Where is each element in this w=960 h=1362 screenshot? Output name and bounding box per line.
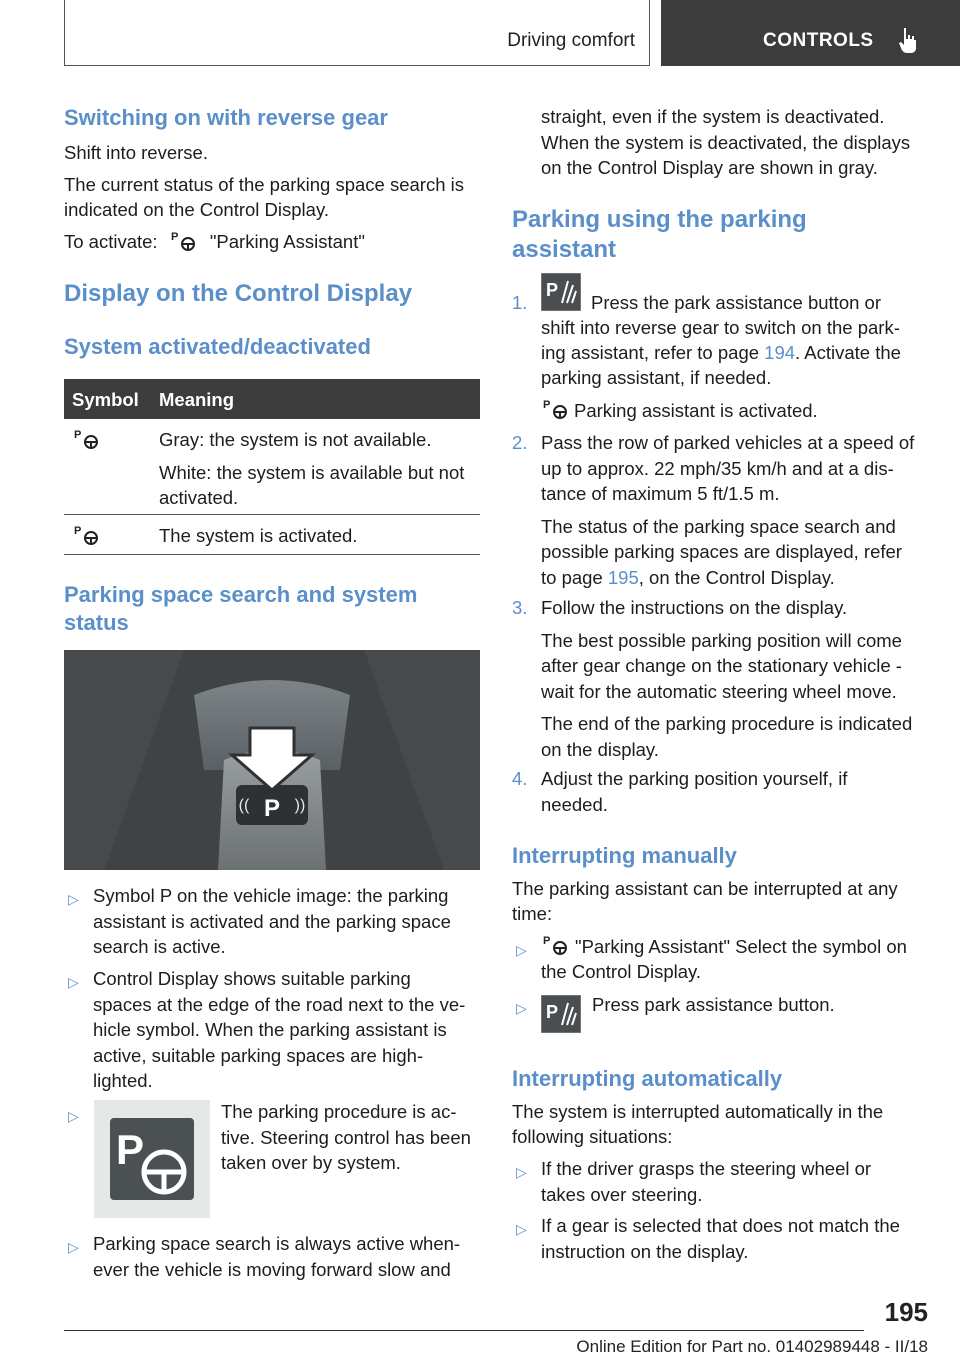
- step-text: to page: [541, 566, 608, 588]
- bullet-text: Control Display shows suitable parking: [93, 968, 411, 989]
- step-text-with-link: [541, 340, 901, 366]
- svg-text:((: ((: [238, 797, 250, 814]
- bullet-text: takes over steering.: [541, 1183, 703, 1205]
- body-text: following situations:: [512, 1126, 673, 1147]
- step-text: Adjust the parking position yourself, if: [541, 768, 848, 789]
- step-text: needed.: [541, 793, 608, 815]
- heading-search-status-2: status: [64, 610, 129, 635]
- heading-system-activated: System activated/deactivated: [64, 334, 371, 359]
- text-activate-label: "Parking Assistant": [209, 231, 365, 252]
- heading-parking-2: assistant: [512, 236, 617, 263]
- heading-interrupt-auto: Interrupting automatically: [512, 1066, 783, 1091]
- parking-display-image: [64, 650, 480, 870]
- step-text: The best possible parking position will come: [541, 629, 902, 651]
- step-text: The end of the parking procedure is indicated: [541, 713, 913, 734]
- bullet-icon: ▷: [68, 1239, 79, 1255]
- bullet-icon: ▷: [516, 1221, 527, 1237]
- bullet-auto-2: [541, 1213, 900, 1264]
- svg-text:P: P: [543, 935, 551, 947]
- bullet-text: search is active.: [93, 936, 226, 957]
- parking-assistant-active-icon: [72, 523, 102, 547]
- step-text: on the display.: [541, 738, 659, 760]
- step-2: [541, 430, 914, 590]
- bullet-text: "Parking Assistant" Select the symbol on: [575, 936, 907, 957]
- table-row: [64, 419, 480, 515]
- step-text: , on the Control Display.: [638, 566, 835, 588]
- symbol-table: [64, 379, 480, 555]
- parking-assistant-icon: [541, 933, 571, 957]
- text-shift: Shift into reverse.: [64, 142, 208, 163]
- bullet-text: Press park assistance button.: [592, 994, 835, 1015]
- parking-procedure-icon: [94, 1100, 210, 1218]
- bullet-text: lighted.: [93, 1070, 153, 1091]
- parking-assistant-active-icon: [541, 397, 571, 421]
- bullet-text: Symbol P on the vehicle image: the parking: [93, 885, 449, 906]
- bullet-icon: ▷: [68, 1108, 79, 1124]
- heading-reverse-gear: Switching on with reverse gear: [64, 105, 388, 130]
- heading-interrupt-manual: Interrupting manually: [512, 843, 737, 868]
- bullet-text: assistant is activated and the parking space: [93, 910, 451, 932]
- section-title: Driving comfort: [507, 30, 635, 51]
- table-cell-meaning: The system is activated.: [159, 525, 358, 546]
- body-text: time:: [512, 903, 553, 924]
- bullet-icon: ▷: [68, 974, 79, 990]
- page-number: 195: [884, 1297, 928, 1327]
- step-text: shift into reverse gear to switch on the park-: [541, 317, 900, 338]
- step-number: 4.: [512, 768, 528, 789]
- bullet-text: If the driver grasps the steering wheel or: [541, 1158, 872, 1179]
- svg-text:P: P: [116, 1126, 145, 1173]
- parking-assistant-icon: [72, 427, 102, 451]
- hand-pointer-icon: [897, 26, 919, 54]
- bullet-symbol-p: [93, 883, 451, 960]
- svg-text:P: P: [74, 525, 82, 537]
- svg-text:P: P: [543, 399, 551, 411]
- svg-text:P: P: [546, 1002, 559, 1022]
- park-assist-button-icon: [541, 995, 581, 1033]
- step-text: parking assistant, if needed.: [541, 367, 772, 388]
- step-text: tance of maximum 5 ft/1.5 m.: [541, 483, 780, 504]
- edition-footer: Online Edition for Part no. 01402989448 - II/18: [576, 1337, 928, 1356]
- text-status-2: indicated on the Control Display.: [64, 199, 329, 220]
- bullet-text: ever the vehicle is moving forward slow and: [93, 1258, 451, 1280]
- step-text: . Activate the: [795, 342, 901, 363]
- step-text: possible parking spaces are displayed, refer: [541, 541, 902, 562]
- svg-text:P: P: [74, 429, 82, 441]
- bullet-procedure-active: [221, 1099, 481, 1176]
- svg-text:)): )): [294, 797, 306, 814]
- bullet-text: the Control Display.: [541, 961, 702, 982]
- step-text: The status of the parking space search and: [541, 515, 896, 537]
- bullet-icon: ▷: [516, 1164, 527, 1180]
- bullet-suitable-spaces: [93, 966, 465, 1094]
- step-text: wait for the automatic steering wheel move.: [541, 680, 897, 702]
- svg-text:P: P: [170, 231, 179, 243]
- footer-divider: [64, 1330, 864, 1331]
- bullet-text: The parking procedure is ac-: [221, 1101, 457, 1122]
- step-text: Pass the row of parked vehicles at a speed of: [541, 432, 915, 453]
- bullet-search-active: [93, 1231, 460, 1282]
- bullet-text: tive. Steering control has been: [221, 1126, 471, 1148]
- parking-assistant-icon: [169, 229, 199, 253]
- text-continuation: [541, 104, 910, 181]
- step-number: 3.: [512, 597, 528, 618]
- bullet-text: taken over by system.: [221, 1152, 401, 1173]
- bullet-icon: ▷: [68, 891, 79, 907]
- bullet-text: active, suitable parking spaces are high-: [93, 1044, 424, 1066]
- step-text: Parking assistant is activated.: [574, 400, 818, 421]
- body-text: The parking assistant can be interrupted at any: [512, 878, 898, 899]
- bullet-text: If a gear is selected that does not match the: [541, 1215, 900, 1236]
- text-status-1: The current status of the parking space search is: [64, 174, 465, 195]
- svg-text:P: P: [263, 795, 281, 822]
- chapter-tab: [661, 0, 960, 66]
- table-cell-meaning: [159, 427, 479, 511]
- row1-text-2: White: the system is available but not: [159, 461, 465, 483]
- heading-search-status-1: Parking space search and system: [64, 582, 418, 607]
- step-number: 1.: [512, 292, 528, 313]
- text-activate-line: [64, 229, 365, 255]
- heading-display: Display on the Control Display: [64, 280, 413, 307]
- bullet-auto-1: [541, 1156, 871, 1207]
- park-assist-button-icon: [541, 273, 581, 311]
- page-link-194[interactable]: 194: [764, 342, 796, 363]
- heading-parking-1: Parking using the parking: [512, 206, 807, 233]
- chapter-tab-label: CONTROLS: [763, 30, 874, 51]
- svg-text:P: P: [546, 280, 559, 300]
- cont-text: on the Control Display are shown in gray.: [541, 157, 878, 178]
- step-text: ing assistant, refer to page: [541, 342, 765, 363]
- step-text: Follow the instructions on the display.: [541, 597, 848, 618]
- text-activate-prefix: To activate:: [64, 231, 158, 252]
- step-number: 2.: [512, 432, 528, 453]
- table-col-symbol: Symbol: [72, 389, 139, 410]
- page-link-195[interactable]: 195: [607, 566, 639, 588]
- step-3: [541, 595, 912, 762]
- bullet-icon: ▷: [516, 942, 527, 958]
- cont-text: straight, even if the system is deactivated.: [541, 106, 885, 127]
- row1-text-1: Gray: the system is not available.: [159, 429, 432, 450]
- step-text-with-link: [541, 565, 914, 591]
- bullet-text: spaces at the edge of the road next to the ve-: [93, 993, 466, 1015]
- step-text: after gear change on the stationary vehicle -: [541, 655, 902, 676]
- step-text: Press the park assistance button or: [591, 292, 881, 313]
- cont-text: When the system is deactivated, the displays: [541, 131, 911, 153]
- bullet-icon: ▷: [516, 1000, 527, 1016]
- bullet-text: instruction on the display.: [541, 1240, 749, 1262]
- bullet-text: hicle symbol. When the parking assistant is: [93, 1019, 447, 1040]
- vehicle-display-illustration: [64, 650, 480, 870]
- step-4: [541, 766, 847, 817]
- table-header: [64, 379, 480, 419]
- step-text: up to approx. 22 mph/35 km/h and at a dis-: [541, 457, 894, 479]
- bullet-text: Parking space search is always active when-: [93, 1233, 461, 1254]
- table-col-meaning: Meaning: [159, 389, 235, 410]
- header-section-box: [64, 0, 650, 66]
- row1-text-3: activated.: [159, 487, 239, 508]
- table-row: [64, 515, 480, 555]
- body-text: The system is interrupted automatically in the: [512, 1101, 884, 1122]
